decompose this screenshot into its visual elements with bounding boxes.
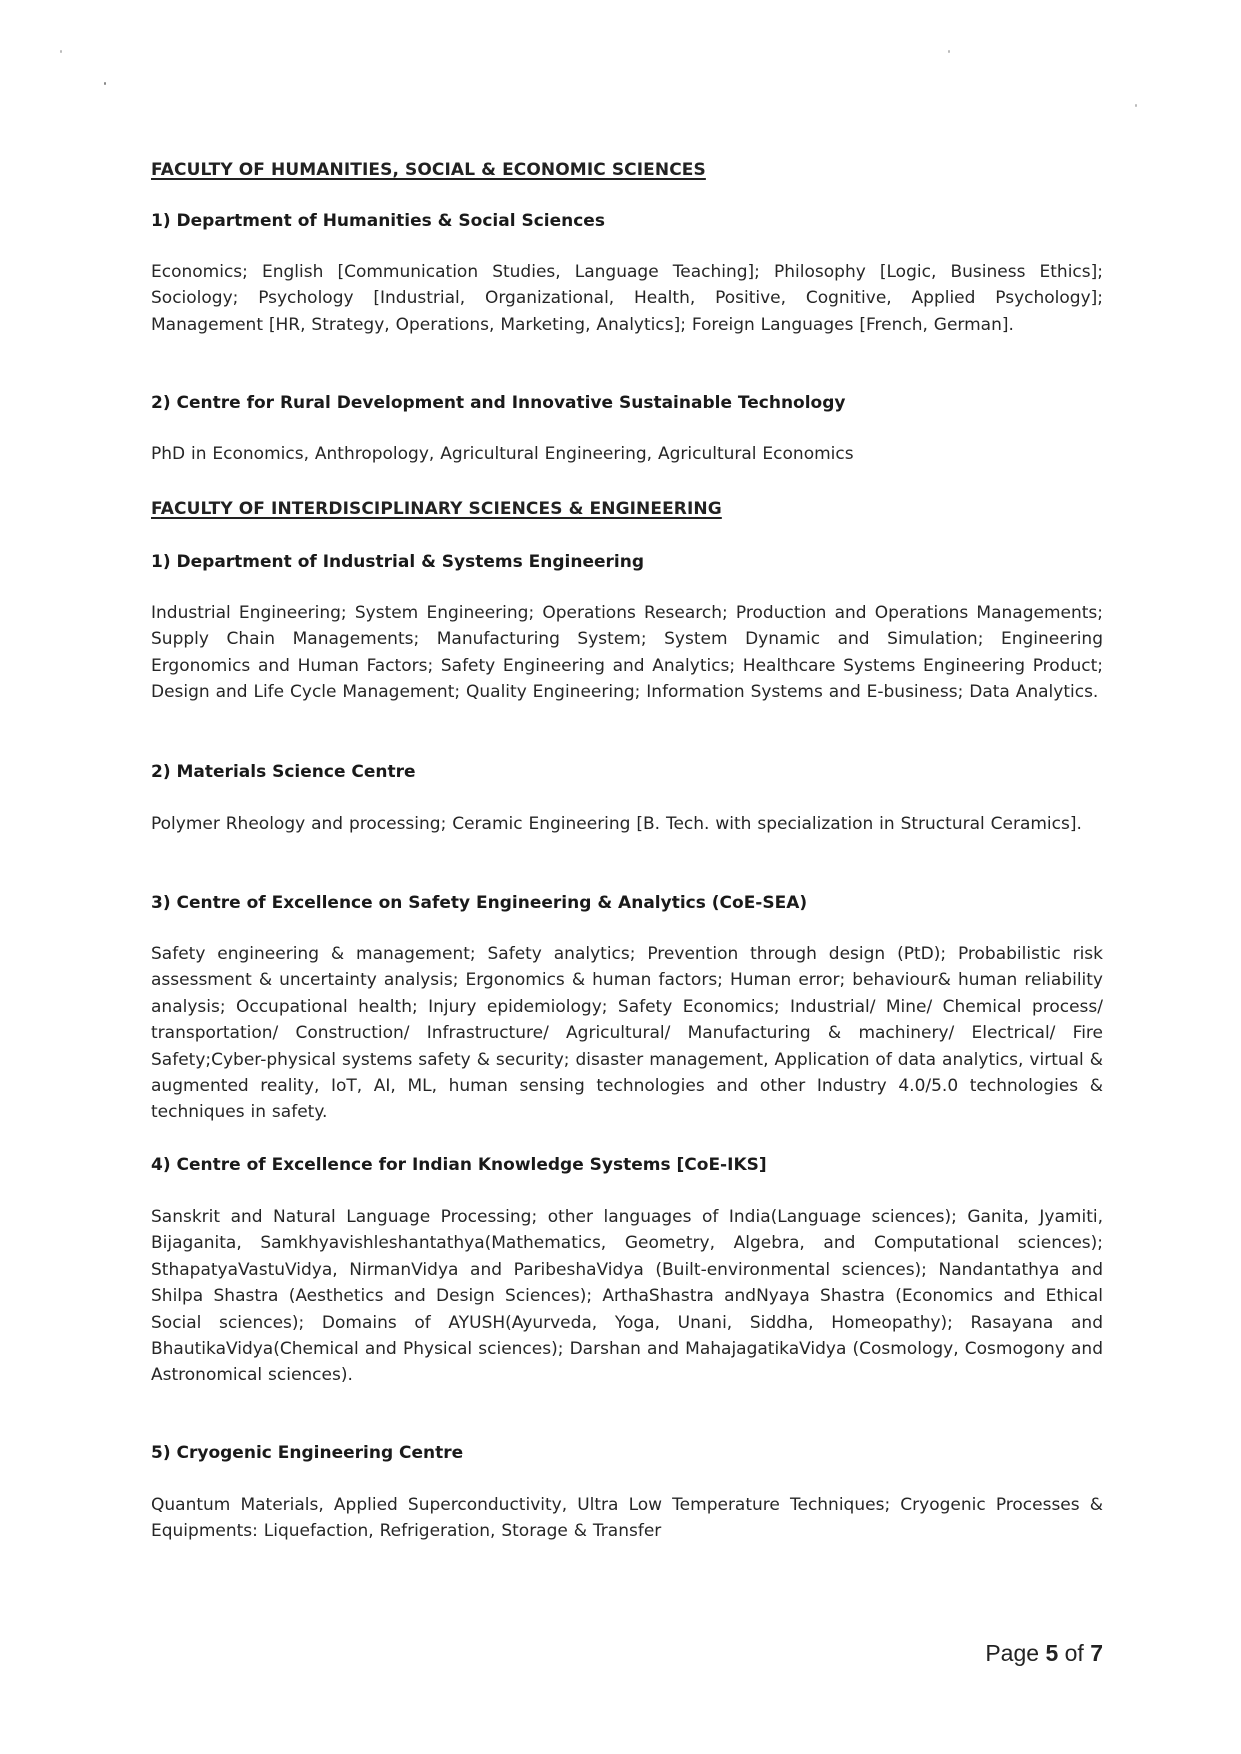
page-of: of (1058, 1640, 1091, 1666)
page-total: 7 (1090, 1640, 1103, 1666)
department-description-industrial-systems-engineering: Industrial Engineering; System Engineering; Operations Research; Production and Operations Managements; Supply Chain Managements; Manufacturing System; System Dynamic and Simulation; Engineering Ergonomics and Human Factors; Safety Engineering and Analytics; Healthcare Systems Engineering Product; Design and Life Cycle Management; Quality Engineering; Information Systems and E-business; Data Analytics. (151, 603, 1103, 703)
page-number (985, 1640, 1103, 1667)
department-description-humanities-social-sciences: Economics; English [Communication Studies, Language Teaching]; Philosophy [Logic, Business Ethics]; Sociology; Psychology [Industrial, Organizational, Health, Positive, Cognitive, Applied Psychology]; Management [HR, Strategy, Operations, Marketing, Analytics]; Foreign Languages [French, German]. (151, 262, 1103, 335)
page-current: 5 (1045, 1640, 1059, 1666)
scan-speck (60, 50, 62, 53)
department-description-coe-sea: Safety engineering & management; Safety analytics; Prevention through design (PtD); Probabilistic risk assessment & uncertainty analysis; Ergonomics & human factors; Human error; behaviour& human reliability analysis; Occupational health; Injury epidemiology; Safety Economics; Industrial/ Mine/ Chemical process/ transportation/ Construction/ Infrastructure/ Agricultural/ Manufacturing & machinery/ Electrical/ Fire Safety;Cyber-physical systems safety & security; disaster management, Application of data analytics, virtual & augmented reality, IoT, AI, ML, human sensing technologies and other Industry 4.0/5.0 technologies & techniques in safety. (151, 944, 1103, 1123)
department-description-rural-development: PhD in Economics, Anthropology, Agricultural Engineering, Agricultural Economics (151, 444, 854, 464)
department-heading-rural-development: 2) Centre for Rural Development and Innovative Sustainable Technology (151, 393, 846, 413)
faculty-heading-interdisciplinary: FACULTY OF INTERDISCIPLINARY SCIENCES & ENGINEERING (151, 499, 722, 519)
department-heading-cryogenic-engineering: 5) Cryogenic Engineering Centre (151, 1443, 464, 1463)
department-heading-materials-science: 2) Materials Science Centre (151, 762, 416, 782)
scan-speck (104, 82, 106, 85)
department-description-coe-iks: Sanskrit and Natural Language Processing; other languages of India(Language sciences); Ganita, Jyamiti, Bijaganita, Samkhyavishleshantathya(Mathematics, Geometry, Algebra, and Computational sciences); SthapatyaVastuVidya, NirmanVidya and ParibeshaVidya (Built-environmental sciences); Nandantathya and Shilpa Shastra (Aesthetics and Design Sciences); ArthaShastra andNyaya Shastra (Economics and Ethical Social sciences); Domains of AYUSH(Ayurveda, Yoga, Unani, Siddha, Homeopathy); Rasayana and BhautikaVidya(Chemical and Physical sciences); Darshan and MahajagatikaVidya (Cosmology, Cosmogony and Astronomical sciences). (151, 1207, 1103, 1386)
department-description-cryogenic-engineering: Quantum Materials, Applied Superconductivity, Ultra Low Temperature Techniques; Cryogenic Processes & Equipments: Liquefaction, Refrigeration, Storage & Transfer (151, 1495, 1103, 1542)
page-prefix: Page (985, 1640, 1046, 1666)
department-heading-coe-sea: 3) Centre of Excellence on Safety Engineering & Analytics (CoE-SEA) (151, 893, 808, 913)
department-heading-coe-iks: 4) Centre of Excellence for Indian Knowledge Systems [CoE-IKS] (151, 1155, 767, 1175)
department-heading-industrial-systems-engineering: 1) Department of Industrial & Systems Engineering (151, 552, 645, 572)
faculty-heading-humanities: FACULTY OF HUMANITIES, SOCIAL & ECONOMIC SCIENCES (151, 160, 706, 180)
scan-speck (948, 50, 950, 53)
scan-speck (1135, 104, 1137, 107)
department-heading-humanities-social-sciences: 1) Department of Humanities & Social Sciences (151, 211, 605, 231)
department-description-materials-science: Polymer Rheology and processing; Ceramic Engineering [B. Tech. with specialization in Structural Ceramics]. (151, 814, 1082, 834)
